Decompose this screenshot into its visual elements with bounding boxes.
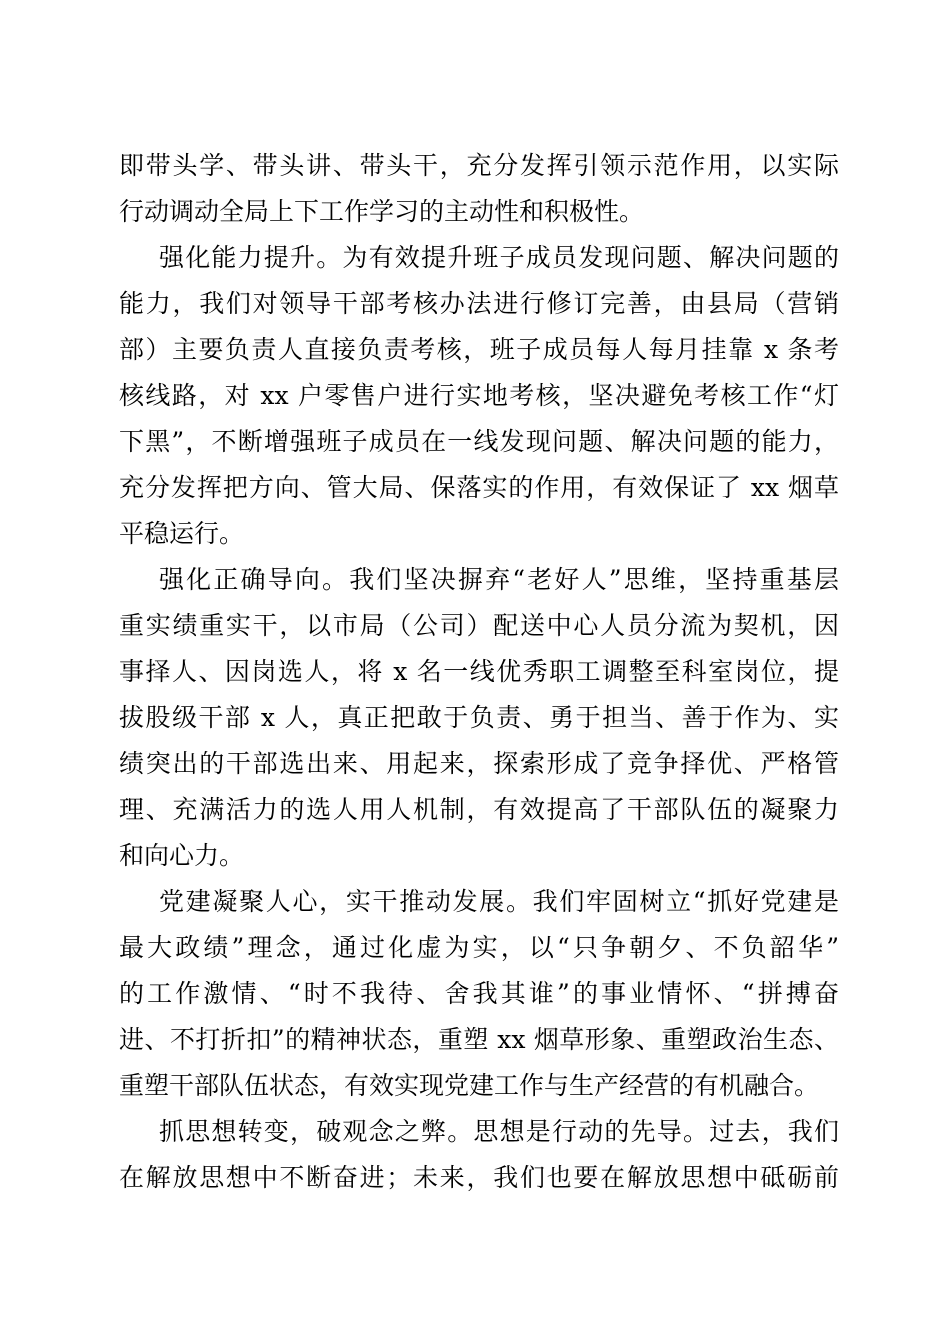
paragraph-4-line-3: 的工作激情、“时不我待、舍我其谁”的事业情怀、“拼搏奋 (119, 979, 839, 1008)
paragraph-2-line-2: 能力，我们对领导干部考核办法进行修订完善，由县局（营销 (119, 289, 839, 318)
paragraph-4-line-2: 最大政绩”理念，通过化虚为实，以“只争朝夕、不负韶华” (119, 933, 839, 962)
paragraph-3-line-3: 事择人、因岗选人，将 x 名一线优秀职工调整至科室岗位，提 (119, 657, 839, 686)
paragraph-3-line-2: 重实绩重实干，以市局（公司）配送中心人员分流为契机，因 (119, 611, 839, 640)
paragraph-2-line-4: 核线路，对 xx 户零售户进行实地考核，坚决避免考核工作“灯 (119, 381, 839, 410)
paragraph-5-line-2: 在解放思想中不断奋进；未来，我们也要在解放思想中砥砺前 (119, 1163, 839, 1192)
paragraph-5-line-1: 抓思想转变，破观念之弊。思想是行动的先导。过去，我们 (159, 1117, 839, 1146)
paragraph-4-line-4: 进、不打折扣”的精神状态，重塑 xx 烟草形象、重塑政治生态、 (119, 1025, 839, 1054)
paragraph-3-line-6: 理、充满活力的选人用人机制，有效提高了干部队伍的凝聚力 (119, 795, 839, 824)
paragraph-2-line-3: 部）主要负责人直接负责考核，班子成员每人每月挂靠 x 条考 (119, 335, 839, 364)
paragraph-3-line-1: 强化正确导向。我们坚决摒弃“老好人”思维，坚持重基层 (159, 565, 839, 594)
paragraph-1-line-2: 行动调动全局上下工作学习的主动性和积极性。 (119, 197, 645, 226)
paragraph-2-line-5: 下黑”，不断增强班子成员在一线发现问题、解决问题的能力， (119, 427, 839, 456)
paragraph-3-line-7: 和向心力。 (119, 841, 245, 870)
paragraph-2-line-1: 强化能力提升。为有效提升班子成员发现问题、解决问题的 (159, 243, 839, 272)
paragraph-4-line-1: 党建凝聚人心，实干推动发展。我们牢固树立“抓好党建是 (159, 887, 839, 916)
document-body (119, 143, 839, 1201)
paragraph-3-line-4: 拔股级干部 x 人，真正把敢于负责、勇于担当、善于作为、实 (119, 703, 839, 732)
paragraph-1-line-1: 即带头学、带头讲、带头干，充分发挥引领示范作用，以实际 (119, 151, 839, 180)
paragraph-4-line-5: 重塑干部队伍状态，有效实现党建工作与生产经营的有机融合。 (119, 1071, 820, 1100)
paragraph-3-line-5: 绩突出的干部选出来、用起来，探索形成了竞争择优、严格管 (119, 749, 839, 778)
paragraph-2-line-7: 平稳运行。 (119, 519, 245, 548)
paragraph-2-line-6: 充分发挥把方向、管大局、保落实的作用，有效保证了 xx 烟草 (119, 473, 839, 502)
